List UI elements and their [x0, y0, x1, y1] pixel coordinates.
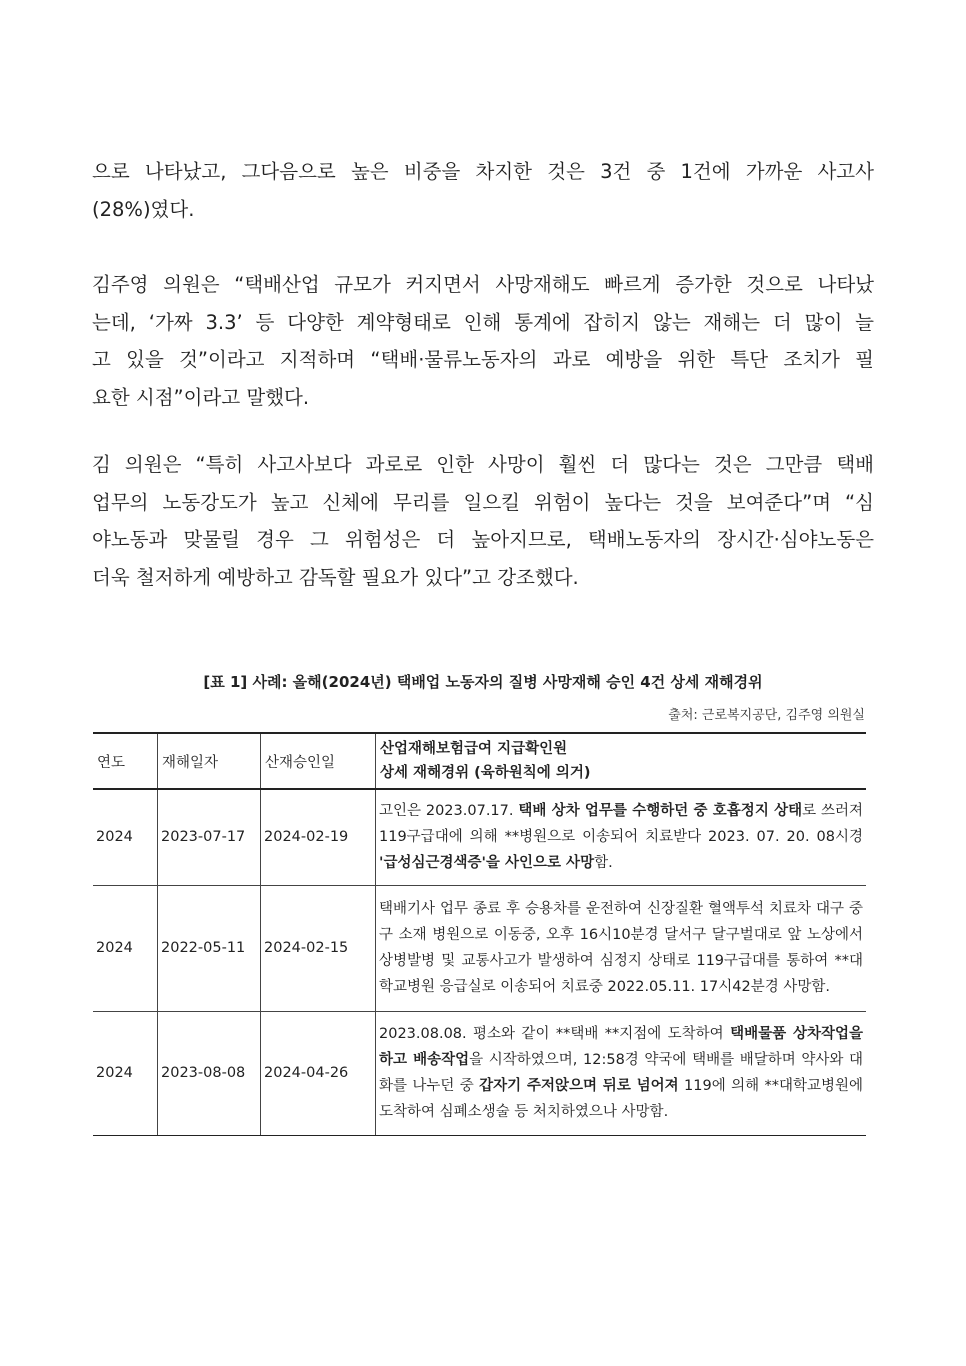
detail-text: 고인은 2023.07.17.	[379, 803, 519, 820]
detail-bold-text: 갑자기 주저앉으며 뒤로 넘어져	[479, 1078, 679, 1094]
table-header-row	[93, 733, 866, 789]
cell-accident-date: 2023-08-08	[158, 1011, 261, 1135]
paragraph-line: 업무의 노동강도가 높고 신체에 무리를 일으킬 위험이 높다는 것을 보여준다”며 “심	[92, 490, 874, 514]
table-source: 출처: 근로복지공단, 김주영 의원실	[668, 708, 865, 723]
cell-approval-date: 2024-02-19	[261, 789, 376, 885]
table-row	[93, 885, 866, 1011]
detail-bold-text: 택배물품 상차작업을 하고 배송작업	[379, 1026, 863, 1068]
cell-year: 2024	[93, 885, 158, 1011]
cell-approval-date: 2024-04-26	[261, 1011, 376, 1135]
paragraph-line: 더욱 철저하게 예방하고 감독할 필요가 있다”고 강조했다.	[92, 565, 579, 589]
table-title: [표 1] 사례: 올해(2024년) 택배업 노동자의 질병 사망재해 승인 4건 상세 재해경위	[203, 673, 763, 691]
paragraph-1	[92, 153, 874, 228]
paragraph-line: 김 의원은 “특히 사고사보다 과로로 인한 사망이 훨씬 더 많다는 것은 그만큼 택배	[92, 453, 874, 476]
detail-bold-text: 택배 상차 업무를 수행하던 중 호흡정지 상태	[518, 803, 803, 820]
paragraph-line: 고 있을 것”이라고 지적하며 “택배·물류노동자의 과로 예방을 위한 특단 조치가 필	[92, 348, 874, 371]
cell-accident-date: 2023-07-17	[158, 789, 261, 885]
paragraph-line: 으로 나타났고, 그다음으로 높은 비중을 차지한 것은 3건 중 1건에 가까운 사고사	[92, 160, 874, 183]
cell-detail	[376, 789, 867, 885]
paragraph-line: (28%)였다.	[92, 197, 195, 221]
header-detail-line2: 상세 재해경위 (육하원칙에 의거)	[380, 765, 591, 781]
header-detail	[376, 733, 867, 789]
case-table	[93, 732, 866, 1136]
cell-detail	[376, 885, 867, 1011]
cell-accident-date: 2022-05-11	[158, 885, 261, 1011]
header-detail-line1: 산업재해보험급여 지급확인원	[380, 741, 568, 757]
detail-text: 로 쓰러져 119구급대에 의해 **병원으로 이송되어 치료받다 2023. 07. 20. 08시경	[379, 803, 863, 846]
header-accident-date: 재해일자	[158, 733, 261, 789]
paragraph-line: 야노동과 맞물릴 경우 그 위험성은 더 높아지므로, 택배노동자의 장시간·심야노동은	[92, 528, 874, 551]
paragraph-line: 는데, ‘가짜 3.3’ 등 다양한 계약형태로 인해 통계에 잡히지 않는 재해는 더 많이 늘	[92, 310, 874, 334]
header-approval-date: 산재승인일	[261, 733, 376, 789]
header-year: 연도	[93, 733, 158, 789]
detail-text: 119에 의해 **대학교병원에 도착하여 심폐소생술 등 처치하였으나 사망함.	[379, 1078, 863, 1120]
detail-text: 2023.08.08. 평소와 같이 **택배 **지점에 도착하여	[379, 1026, 731, 1042]
paragraph-line: 요한 시점”이라고 말했다.	[92, 385, 310, 409]
cell-year: 2024	[93, 1011, 158, 1135]
paragraph-line: 김주영 의원은 “택배산업 규모가 커지면서 사망재해도 빠르게 증가한 것으로 나타났	[92, 273, 874, 296]
detail-text: 함.	[594, 855, 613, 872]
cell-detail	[376, 1011, 867, 1135]
detail-text: 을 시작하였으며, 12:58경 약국에 택배를 배달하며 약사와 대화를 나누던 중	[379, 1052, 864, 1094]
table-row	[93, 1011, 866, 1135]
detail-text: 택배기사 업무 종료 후 승용차를 운전하여 신장질환 혈액투석 치료차 대구 중구 소재 병원으로 이동중, 오후 16시10분경 달서구 달구벌대로 앞 노상에서 상병발병 및 교통사고가 발생하여 심정지 상태로 119구급대를 통하여 **대학교병원 응급실로 이송되어 치료중 2022.05.11. 17시42분경 사망함.	[379, 901, 863, 995]
cell-year: 2024	[93, 789, 158, 885]
paragraph-3	[92, 446, 874, 596]
cell-approval-date: 2024-02-15	[261, 885, 376, 1011]
table-row	[93, 789, 866, 885]
paragraph-2	[92, 266, 874, 416]
detail-bold-text: '급성심근경색증'을 사인으로 사망	[379, 855, 595, 872]
